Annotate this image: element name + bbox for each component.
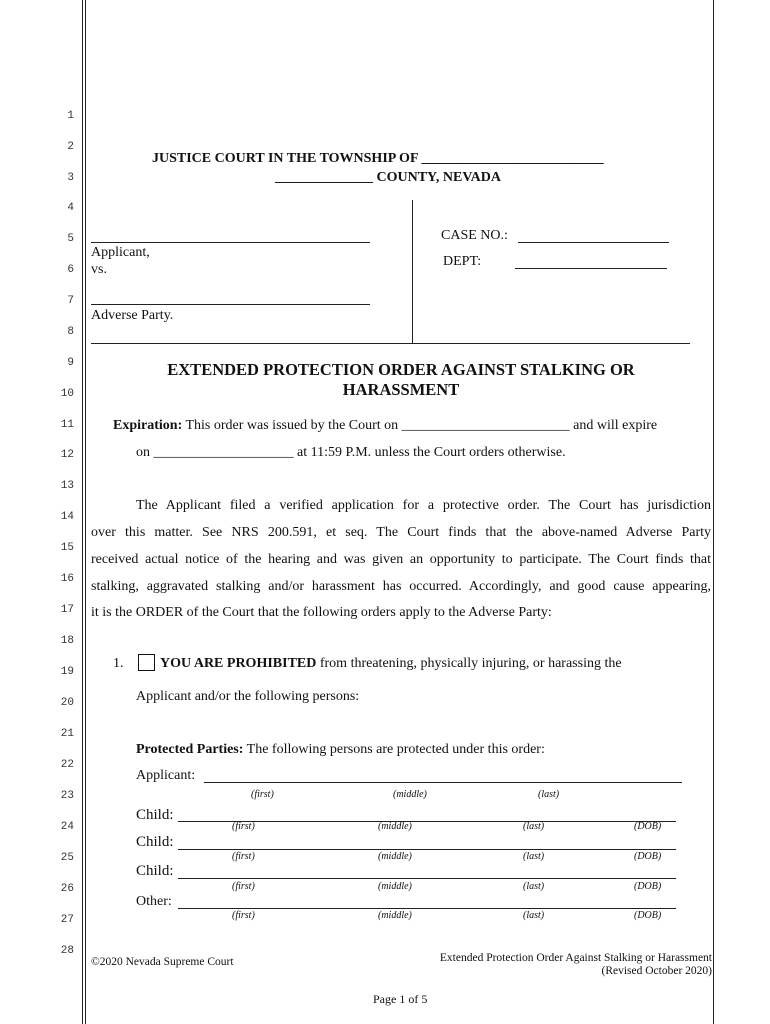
body-line1 — [91, 498, 711, 514]
footer-form-title: Extended Protection Order Against Stalking or Harassment — [439, 952, 712, 964]
child2-first-caption: (first) — [232, 851, 255, 862]
applicant-middle-caption: (middle) — [393, 789, 427, 800]
line-number: 11 — [60, 419, 74, 431]
line-number: 21 — [60, 728, 74, 740]
left-margin-rule-inner — [85, 0, 86, 1024]
body-line4: stalking, aggravated stalking and/or harassment has occurred. Accordingly, and good cause appearing, — [91, 579, 711, 594]
body-line1-text: The Applicant filed a verified application for a protective order. The Court has jurisdiction — [136, 498, 711, 513]
item1-rest: from threatening, physically injuring, or harassing the — [319, 656, 622, 671]
court-heading-line2: ______________ COUNTY, NEVADA — [275, 170, 501, 185]
footer-revised: (Revised October 2020) — [601, 965, 712, 977]
child3-middle-caption: (middle) — [378, 881, 412, 892]
other-dob-caption: (DOB) — [634, 910, 662, 921]
line-number: 27 — [60, 914, 74, 926]
line-number: 8 — [67, 326, 74, 338]
protected-parties-text: The following persons are protected under this order: — [246, 742, 545, 757]
line-number: 19 — [60, 666, 74, 678]
applicant-row-label: Applicant: — [136, 768, 196, 783]
case-number-label: CASE NO.: — [441, 228, 508, 243]
caption-bottom-line — [91, 343, 690, 344]
document-title-line1: EXTENDED PROTECTION ORDER AGAINST STALKING OR — [167, 360, 635, 379]
line-number: 26 — [60, 883, 74, 895]
body-line3: received actual notice of the hearing and was given an opportunity to participate. The Court finds that — [91, 552, 711, 567]
line-number: 23 — [60, 790, 74, 802]
line-number: 5 — [67, 233, 74, 245]
other-first-caption: (first) — [232, 910, 255, 921]
child1-dob-caption: (DOB) — [634, 821, 662, 832]
expiration-text1: This order was issued by the Court on ________________________ and will expire — [185, 418, 658, 433]
case-number-field[interactable] — [518, 242, 669, 243]
other-last-caption: (last) — [523, 910, 545, 921]
line-number: 25 — [60, 852, 74, 864]
item1-checkbox[interactable] — [138, 654, 155, 671]
line-number: 6 — [67, 264, 74, 276]
left-margin-rule — [82, 0, 83, 1024]
expiration-label: Expiration: — [113, 418, 183, 433]
child2-middle-caption: (middle) — [378, 851, 412, 862]
line-number: 28 — [60, 945, 74, 957]
line-number: 20 — [60, 697, 74, 709]
item1-text2: Applicant and/or the following persons: — [136, 689, 360, 704]
line-number: 24 — [60, 821, 74, 833]
line-number: 18 — [60, 635, 74, 647]
line-number: 10 — [60, 388, 74, 400]
applicant-name-field[interactable] — [204, 782, 682, 783]
line-number: 22 — [60, 759, 74, 771]
other-name-field[interactable] — [178, 908, 676, 909]
child1-first-caption: (first) — [232, 821, 255, 832]
applicant-first-caption: (first) — [251, 789, 274, 800]
line-number: 15 — [60, 542, 74, 554]
line-number: 16 — [60, 573, 74, 585]
item1-number: 1. — [113, 656, 124, 671]
child3-last-caption: (last) — [523, 881, 545, 892]
body-line5: it is the ORDER of the Court that the following orders apply to the Adverse Party: — [91, 605, 552, 620]
other-label: Other: — [136, 894, 172, 909]
expiration-line2: on ____________________ at 11:59 P.M. unless the Court orders otherwise. — [136, 445, 566, 460]
child3-name-field[interactable] — [178, 878, 676, 879]
body-line2: over this matter. See NRS 200.591, et seq. The Court finds that the above-named Adverse Party — [91, 525, 711, 540]
child3-first-caption: (first) — [232, 881, 255, 892]
court-heading-line1: JUSTICE COURT IN THE TOWNSHIP OF __________________________ — [152, 151, 604, 166]
item1-bold: YOU ARE PROHIBITED — [160, 656, 317, 671]
line-number: 17 — [60, 604, 74, 616]
line-number: 2 — [67, 141, 74, 153]
line-number: 3 — [67, 172, 74, 184]
adverse-party-label: Adverse Party. — [91, 308, 174, 323]
applicant-name-line — [91, 242, 370, 243]
dept-field[interactable] — [515, 268, 667, 269]
footer-page-number: Page 1 of 5 — [373, 992, 428, 1006]
line-number: 14 — [60, 511, 74, 523]
protected-parties-heading — [136, 742, 545, 758]
document-title-line2: HARASSMENT — [342, 380, 460, 399]
other-middle-caption: (middle) — [378, 910, 412, 921]
line-number: 12 — [60, 449, 74, 461]
caption-divider — [412, 200, 413, 343]
child1-middle-caption: (middle) — [378, 821, 412, 832]
applicant-last-caption: (last) — [538, 789, 560, 800]
line-number: 7 — [67, 295, 74, 307]
line-number: 9 — [67, 357, 74, 369]
child3-dob-caption: (DOB) — [634, 881, 662, 892]
child3-label: Child: — [136, 863, 174, 879]
vs-label: vs. — [91, 262, 107, 277]
right-margin-rule — [713, 0, 714, 1024]
child2-label: Child: — [136, 834, 174, 850]
protected-parties-label: Protected Parties: — [136, 742, 244, 757]
child2-dob-caption: (DOB) — [634, 851, 662, 862]
dept-label: DEPT: — [443, 254, 482, 269]
child2-last-caption: (last) — [523, 851, 545, 862]
line-number: 4 — [67, 202, 74, 214]
footer-copyright: ©2020 Nevada Supreme Court — [91, 956, 234, 968]
item1-text — [160, 656, 622, 672]
child1-last-caption: (last) — [523, 821, 545, 832]
expiration-line1 — [113, 418, 657, 434]
line-number: 1 — [67, 110, 74, 122]
child2-name-field[interactable] — [178, 849, 676, 850]
child1-label: Child: — [136, 807, 174, 823]
adverse-party-name-line — [91, 304, 370, 305]
line-number: 13 — [60, 480, 74, 492]
applicant-label: Applicant, — [91, 245, 150, 260]
